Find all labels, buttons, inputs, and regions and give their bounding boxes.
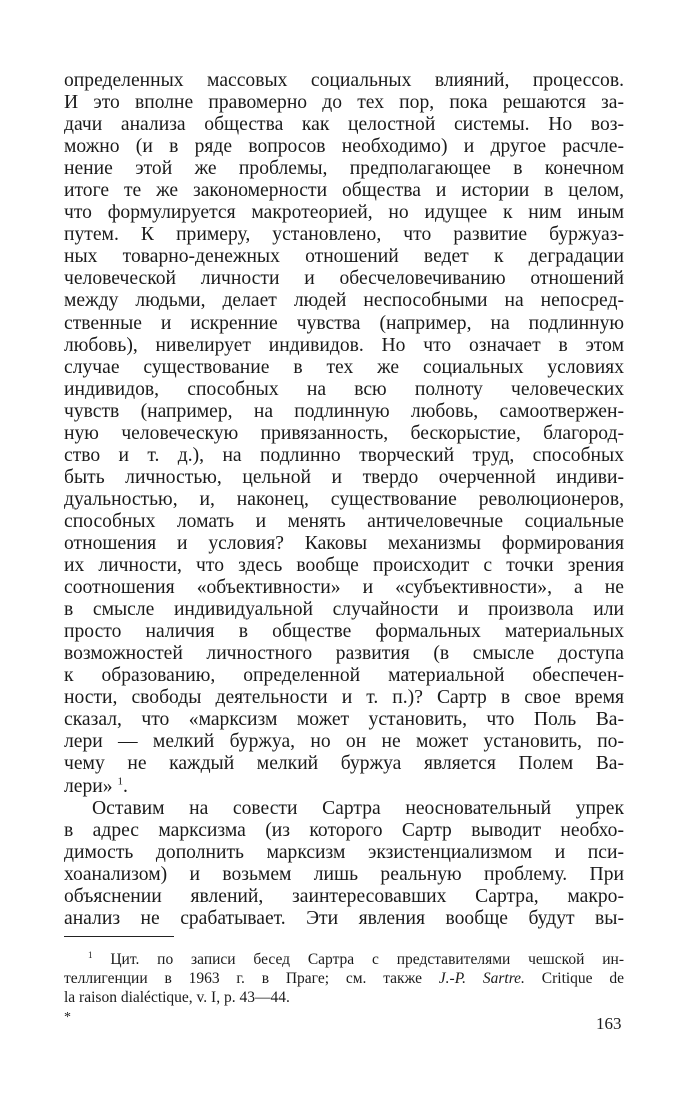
text-line: случае существование в тех же социальных условиях xyxy=(64,356,624,378)
text-line: просто наличия в обществе формальных материальных xyxy=(64,621,624,643)
text-line: И это вполне правомерно до тех пор, пока решаются за- xyxy=(64,92,624,114)
text-line: в адрес марксизма (из которого Сартр выводит необхо- xyxy=(64,819,624,841)
text-line: быть личностью, цельной и твердо очерченной индиви- xyxy=(64,466,624,488)
text-line: сказал, что «марксизм может установить, что Поль Ва- xyxy=(64,709,624,731)
text-line: дуальностью, и, наконец, существование революционеров, xyxy=(64,488,624,510)
footnote-text-2b: Critique de xyxy=(541,970,625,987)
text-line: определенных массовых социальных влияний, процессов. xyxy=(64,70,624,91)
text-line: возможностей личностного развития (в смысле доступа xyxy=(64,643,624,665)
footnote xyxy=(64,950,624,1007)
main-text xyxy=(64,70,624,930)
text-line: ных товарно-денежных отношений ведет к деградации xyxy=(64,246,624,268)
signature-mark: * xyxy=(64,1010,71,1025)
text-line: ности, свободы деятельности и т. п.)? Сартр в свое время xyxy=(64,687,624,709)
text-line: их личности, что здесь вообще происходит с точки зрения xyxy=(64,555,624,577)
text-line: к образованию, определенной материальной обеспечен- xyxy=(64,665,624,687)
text-line: лери — мелкий буржуа, но он не может установить, по- xyxy=(64,731,624,753)
text-line: человеческой личности и обесчеловечиванию отношений xyxy=(64,268,624,290)
text-line: дачи анализа общества как целостной системы. Но воз- xyxy=(64,114,624,136)
text-line: анализ не срабатывает. Эти явления вообще будут вы- xyxy=(64,907,624,929)
text-line-end: лери» xyxy=(64,775,113,797)
text-line: ство и т. д.), на подлинно творческий труд, способных xyxy=(64,444,624,466)
footnote-marker: 1 xyxy=(88,949,93,960)
footnote-rule xyxy=(64,936,174,937)
text-line: ную человеческую привязанность, бескорыстие, благород- xyxy=(64,422,624,444)
text-line: ственные и искренние чувства (например, на подлинную xyxy=(64,312,624,334)
page-number: 163 xyxy=(596,1014,622,1033)
text-line: можно (и в ряде вопросов необходимо) и другое расчле- xyxy=(64,136,624,158)
footnote-line-3: la raison dialéctique, v. I, p. 43—44. xyxy=(64,989,290,1006)
text-line: димость дополнить марксизм экзистенциализмом и пси- xyxy=(64,841,624,863)
text-line: чувств (например, на подлинную любовь, самоотвержен- xyxy=(64,400,624,422)
text-line: итоге те же закономерности общества и истории в целом, xyxy=(64,180,624,202)
text-line: в смысле индивидуальной случайности и произвола или xyxy=(64,599,624,621)
text-line: любовь), нивелирует индивидов. Но что означает в этом xyxy=(64,334,624,356)
text-line: объяснении явлений, заинтересовавших Сартра, макро- xyxy=(64,885,624,907)
text-line: между людьми, делает людей неспособными на непосред- xyxy=(64,290,624,312)
text-line: чему не каждый мелкий буржуа является Полем Ва- xyxy=(64,753,624,775)
text-line: Оставим на совести Сартра неосновательный упрек xyxy=(92,797,624,819)
text-line: хоанализом) и возьмем лишь реальную проблему. При xyxy=(64,863,624,885)
text-line: способных ломать и менять античеловечные социальные xyxy=(64,510,624,532)
text-line: нение этой же проблемы, предполагающее в конечном xyxy=(64,158,624,180)
footnote-line-1 xyxy=(64,950,624,969)
footnote-line-2 xyxy=(64,969,624,988)
footnote-text-1: Цит. по записи бесед Сартра с представителями чешской ин- xyxy=(110,951,624,968)
text-line: лери» $^1$. xyxy=(64,774,128,797)
footnote-author: J.-P. Sartre. xyxy=(438,970,525,987)
footnote-text-2: теллигенции в 1963 г. в Праге; см. также xyxy=(64,970,422,987)
text-line: отношения и условия? Каковы механизмы формирования xyxy=(64,532,624,554)
text-line: что формулируется макротеорией, но идущее к ним иным xyxy=(64,202,624,224)
text-line: соотношения «объективности» и «субъективности», а не xyxy=(64,577,624,599)
text-line: индивидов, способных на всю полноту человеческих xyxy=(64,378,624,400)
footnote-ref: 1 xyxy=(117,774,123,787)
text-line: путем. К примеру, установлено, что развитие буржуаз- xyxy=(64,224,624,246)
